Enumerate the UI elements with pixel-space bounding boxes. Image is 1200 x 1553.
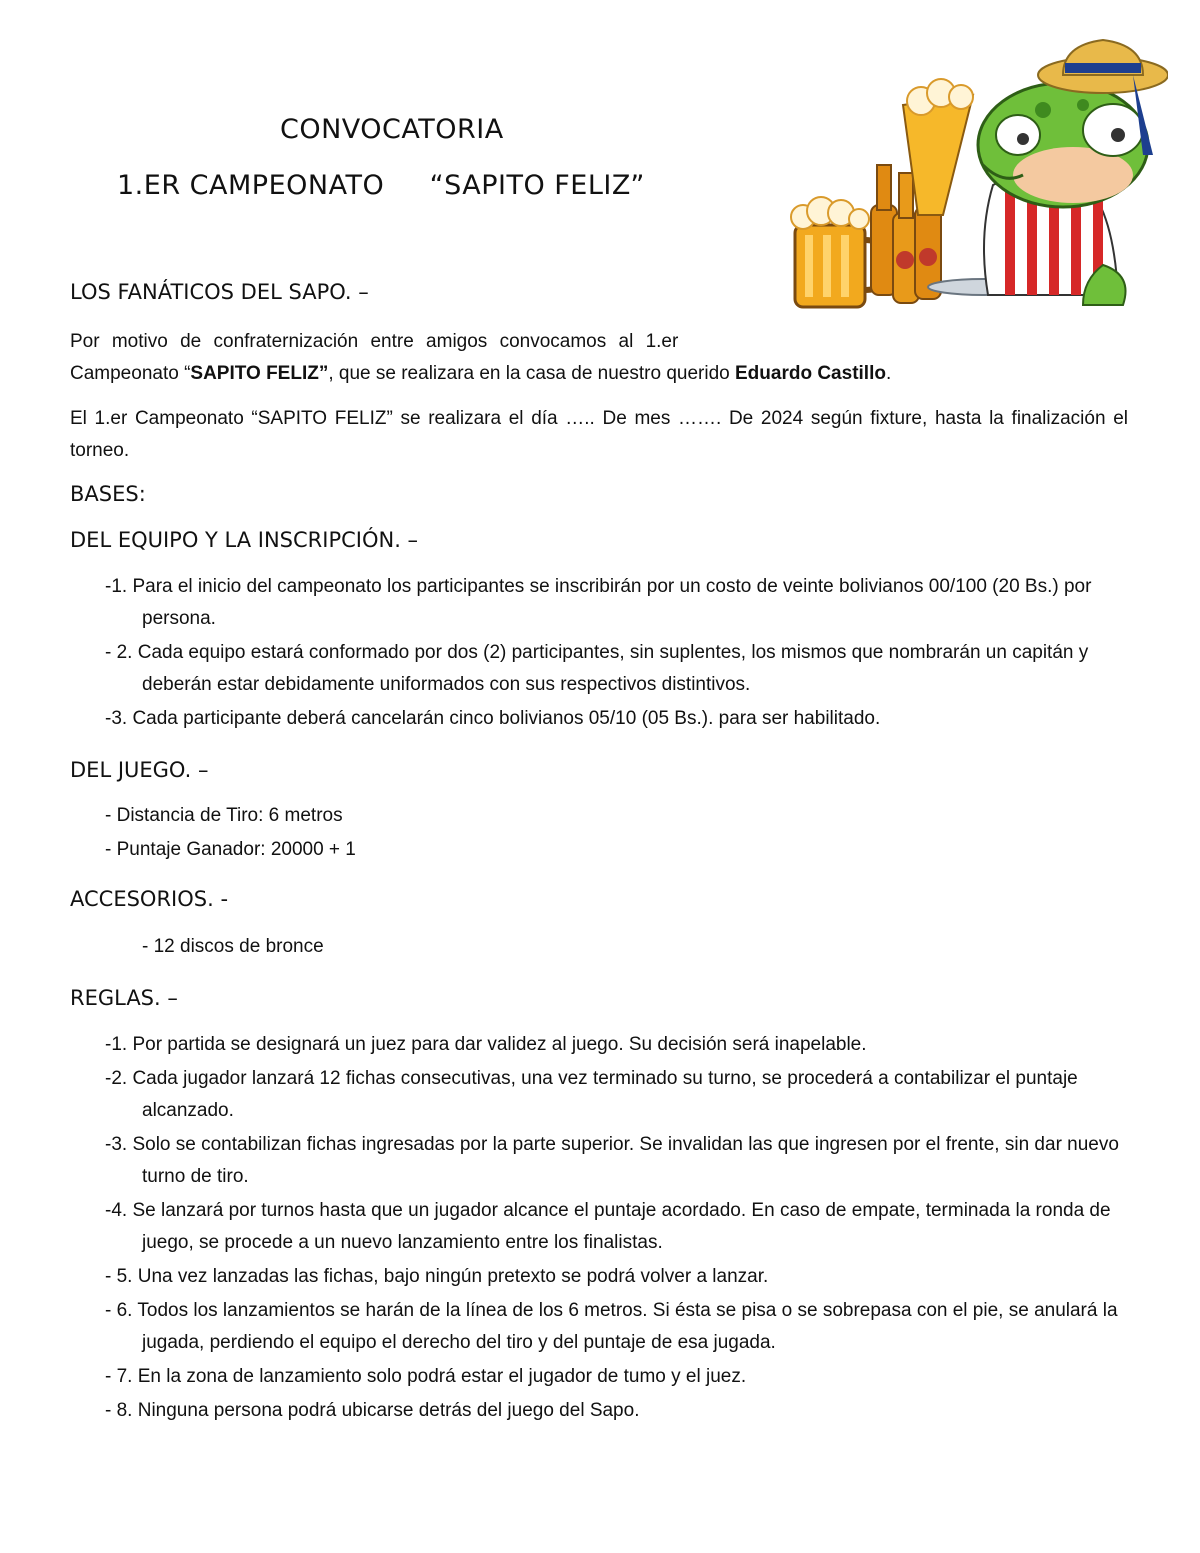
list-item: - Puntaje Ganador: 20000 + 1 — [105, 839, 356, 860]
juego-list — [105, 800, 1130, 868]
host-name: Eduardo Castillo — [735, 363, 886, 384]
section-heading-bases: BASES: — [70, 482, 146, 506]
intro-text-pre: Campeonato “ — [70, 363, 191, 384]
intro-paragraph-2: El 1.er Campeonato “SAPITO FELIZ” se realizara el día ….. De mes ……. De 2024 según fixture, hasta la finalización el torneo. — [70, 408, 1128, 461]
reglas-list — [105, 1029, 1130, 1429]
list-item: - 6. Todos los lanzamientos se harán de la línea de los 6 metros. Si ésta se pisa o se sobrepasa con el pie, se anulará la jugada, perdiendo el equipo el derecho del tiro y del puntaje de esa jugada. — [105, 1300, 1118, 1353]
accesorios-list — [142, 931, 1167, 965]
intro-line-1: Por motivo de confraternización entre amigos convocamos al 1.er — [70, 331, 679, 352]
list-item: - 8. Ninguna persona podrá ubicarse detrás del juego del Sapo. — [105, 1400, 640, 1421]
list-item: -4. Se lanzará por turnos hasta que un jugador alcance el puntaje acordado. En caso de empate, terminada la ronda de juego, se procede a un nuevo lanzamiento entre los finalistas. — [105, 1200, 1111, 1253]
list-item: - 5. Una vez lanzadas las fichas, bajo ningún pretexto se podrá volver a lanzar. — [105, 1266, 769, 1287]
list-item: -3. Solo se contabilizan fichas ingresadas por la parte superior. Se invalidan las que ingresen por el frente, sin dar nuevo turno de tiro. — [105, 1134, 1119, 1187]
frog-beer-illustration — [783, 35, 1168, 310]
section-heading-juego: DEL JUEGO. – — [70, 758, 209, 782]
equipo-list — [105, 571, 1130, 737]
document-subtitle: 1.ER CAMPEONATO “SAPITO FELIZ” — [117, 170, 645, 201]
intro-text-end: . — [885, 363, 892, 384]
section-heading-reglas: REGLAS. – — [70, 986, 178, 1010]
tournament-name: SAPITO FELIZ” — [190, 363, 329, 384]
section-heading-accesorios: ACCESORIOS. - — [70, 887, 229, 911]
intro-text-mid: , que se realizara en la casa de nuestro querido — [328, 363, 735, 384]
document-title: CONVOCATORIA — [280, 114, 504, 145]
list-item: - 12 discos de bronce — [142, 936, 324, 957]
list-item: -3. Cada participante deberá cancelarán cinco bolivianos 05/10 (05 Bs.). para ser habilitado. — [105, 708, 881, 729]
list-item: -1. Por partida se designará un juez para dar validez al juego. Su decisión será inapelable. — [105, 1034, 867, 1055]
list-item: - 2. Cada equipo estará conformado por dos (2) participantes, sin suplentes, los mismos que nombrarán un capitán y deberán estar debidamente uniformados con sus respectivos distintivos. — [105, 642, 1089, 695]
intro-paragraph — [70, 326, 1130, 390]
list-item: -1. Para el inicio del campeonato los participantes se inscribirán por un costo de veinte bolivianos 00/100 (20 Bs.) por persona. — [105, 576, 1092, 629]
list-item: -2. Cada jugador lanzará 12 fichas consecutivas, una vez terminado su turno, se procederá a contabilizar el puntaje alcanzado. — [105, 1068, 1078, 1121]
frog-head-icon — [978, 83, 1148, 207]
list-item: - Distancia de Tiro: 6 metros — [105, 805, 343, 826]
section-heading-equipo: DEL EQUIPO Y LA INSCRIPCIÓN. – — [70, 528, 419, 552]
section-heading-fanaticos: LOS FANÁTICOS DEL SAPO. – — [70, 280, 369, 304]
list-item: - 7. En la zona de lanzamiento solo podrá estar el jugador de tumo y el juez. — [105, 1366, 747, 1387]
